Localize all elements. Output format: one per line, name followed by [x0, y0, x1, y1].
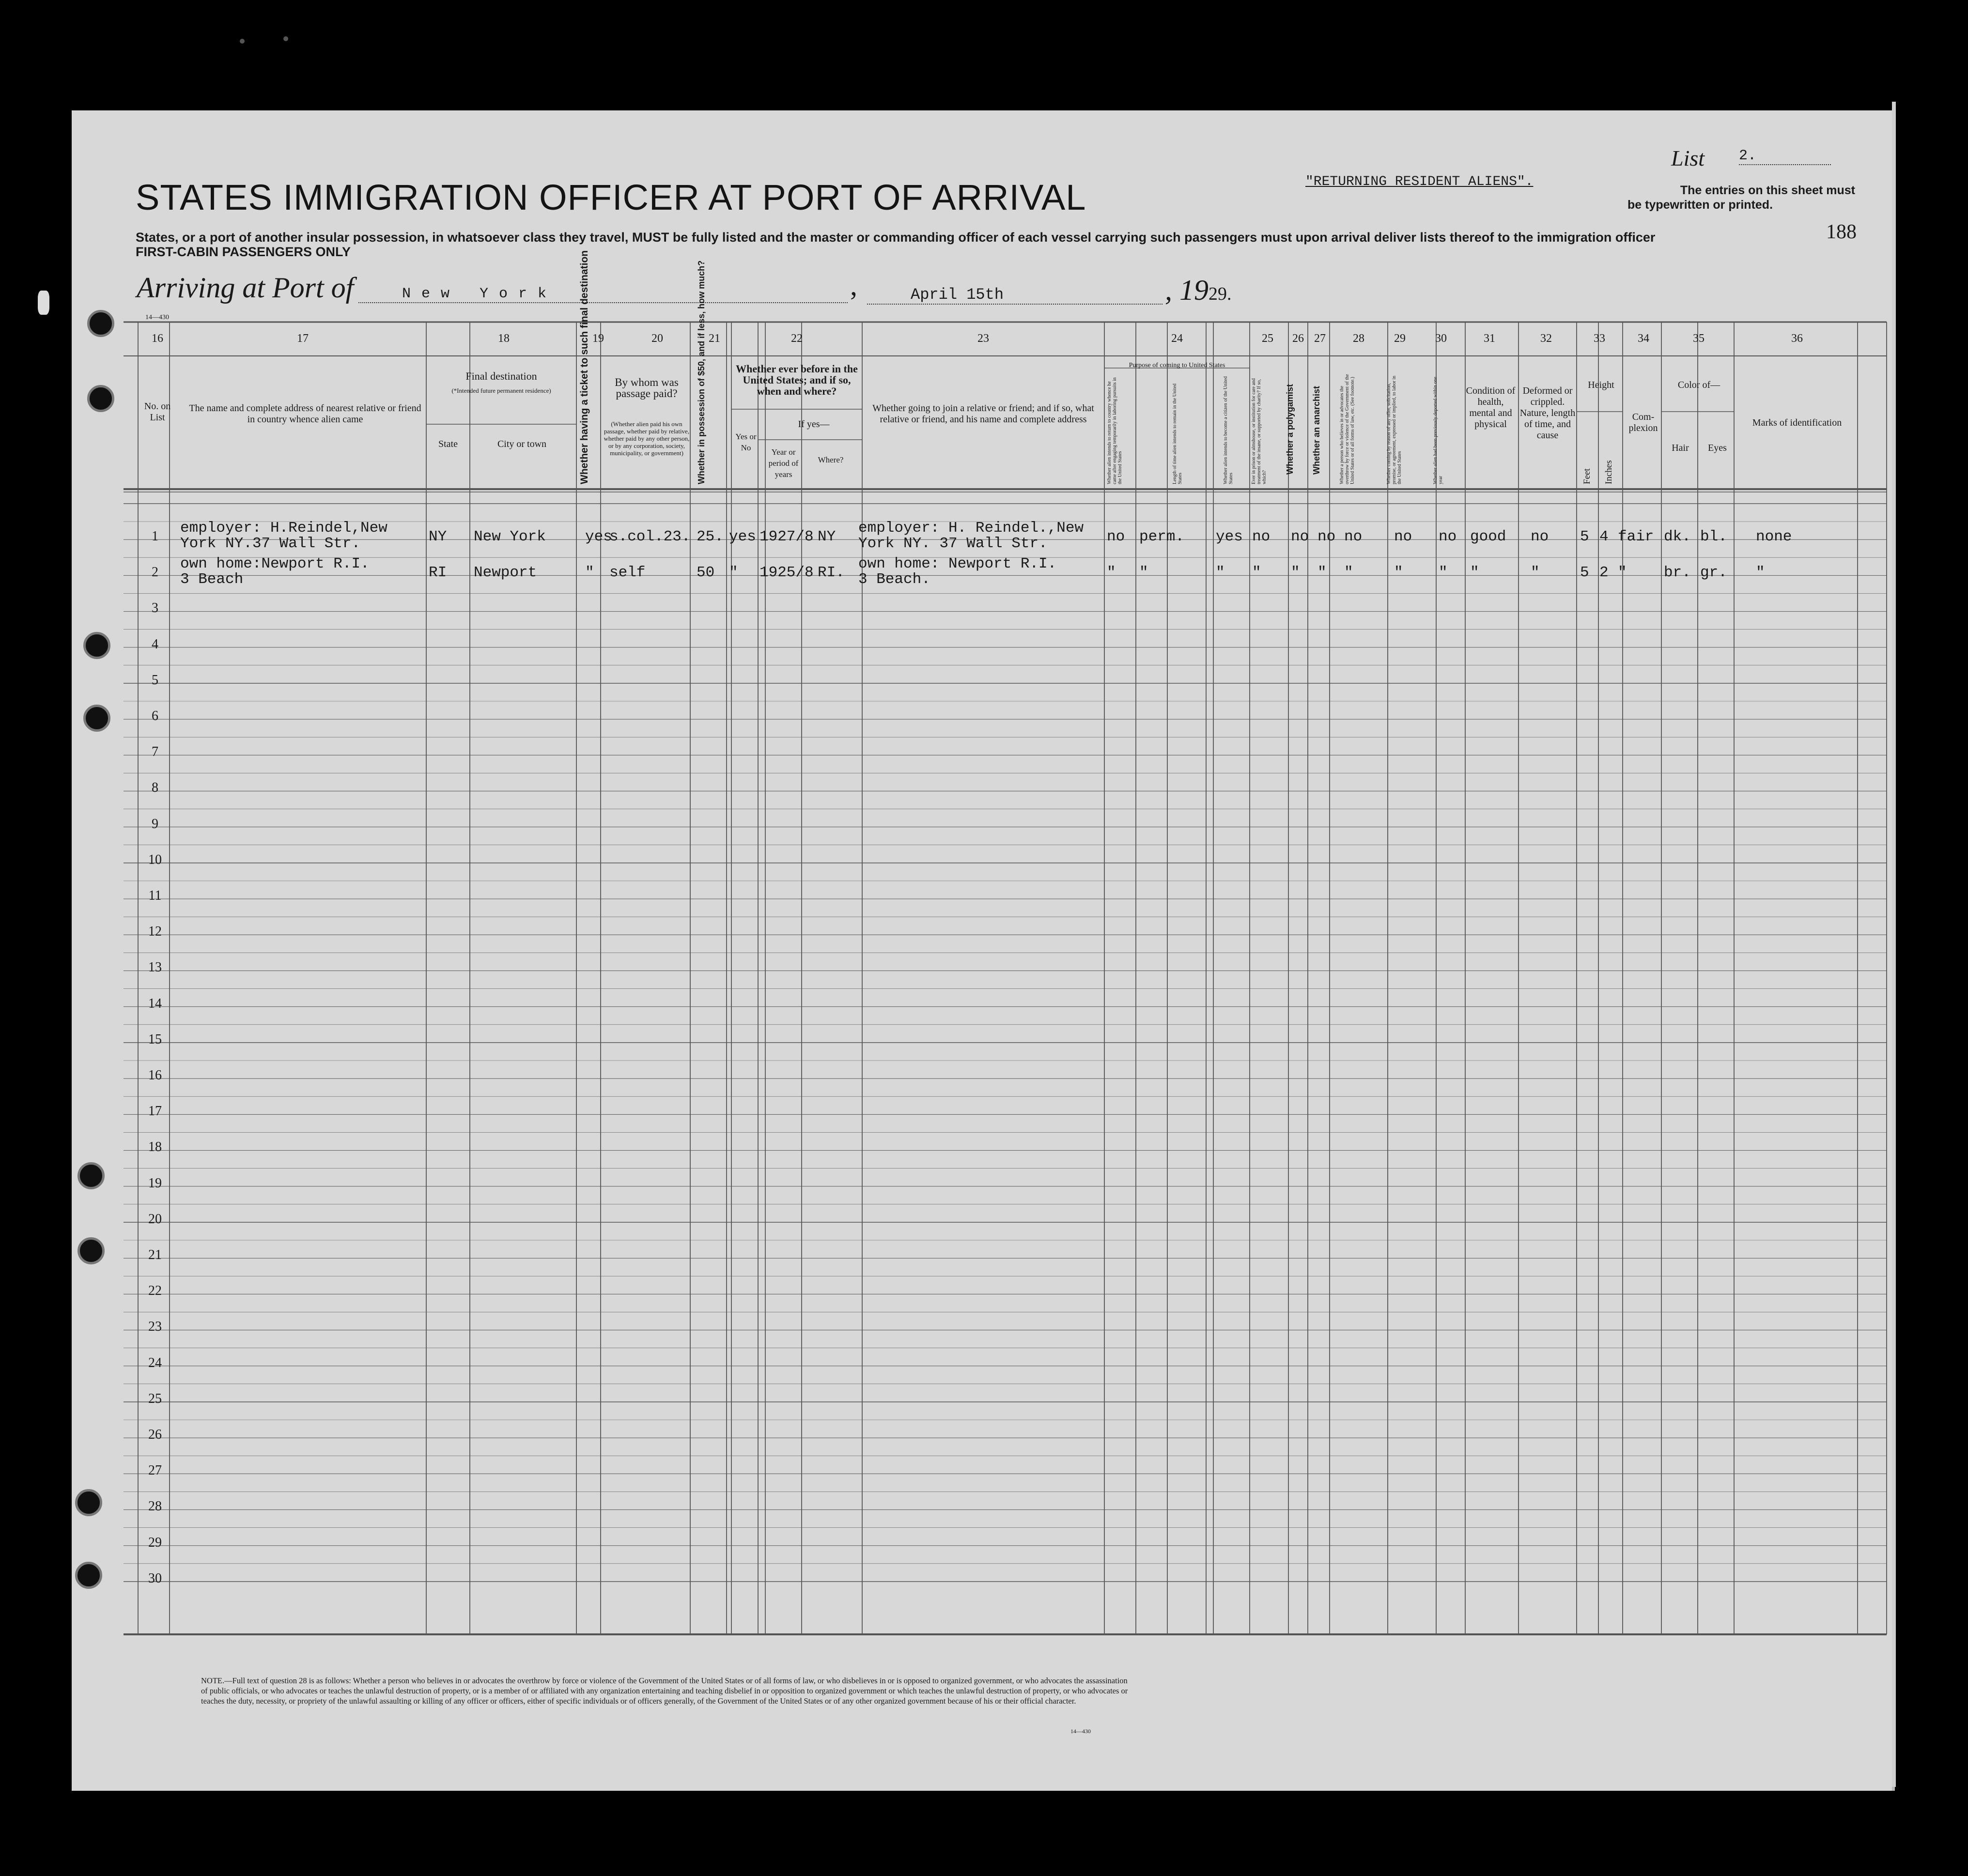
header-inches-text: Inches — [1604, 460, 1614, 484]
cell-polygamist: no — [1291, 528, 1309, 545]
header-q29-text: Whether coming by reason of any offer, solicitation, promise, or agreement, expressed or implied, to labor in the United States — [1386, 375, 1402, 484]
list-number: 2. — [1739, 148, 1831, 165]
returning-resident-stamp: "RETURNING RESIDENT ALIENS". — [1305, 174, 1534, 189]
column-number: 24 — [1171, 332, 1183, 345]
row-number: 1 — [152, 529, 158, 544]
column-number: 21 — [709, 332, 720, 345]
row-number: 7 — [152, 744, 158, 760]
header-prison — [1251, 373, 1267, 484]
cell-prison: " — [1252, 564, 1261, 582]
header-complexion: Com- plexion — [1628, 412, 1658, 433]
cell-q28: no — [1344, 528, 1363, 545]
column-number: 19 — [592, 332, 604, 345]
header-color-of: Color of— — [1677, 380, 1720, 390]
header-final-destination-note: (*Intended future permanent residence) — [451, 387, 551, 394]
header-eyes: Eyes — [1708, 443, 1727, 453]
row-number: 4 — [152, 636, 158, 652]
cell-city: Newport — [474, 564, 537, 582]
cell-before: " — [729, 564, 738, 582]
header-state: State — [438, 439, 458, 449]
row-number: 11 — [148, 888, 162, 903]
row-number: 8 — [152, 780, 158, 796]
cell-where: NY — [818, 528, 836, 545]
header-polygamist — [1286, 384, 1294, 475]
cell-ticket: " — [585, 564, 594, 582]
row-number: 25 — [148, 1391, 162, 1406]
cell-q28: " — [1344, 564, 1353, 582]
form-title: STATES IMMIGRATION OFFICER AT PORT OF ARRIVAL — [136, 177, 1086, 217]
cell-marks: " — [1756, 564, 1765, 582]
row-number: 15 — [148, 1031, 162, 1047]
cell-year: 1927/8 — [759, 528, 814, 545]
cell-join-1: own home: Newport R.I. — [858, 555, 1057, 573]
cell-p-length: " — [1139, 564, 1148, 582]
row-number: 16 — [148, 1068, 162, 1083]
row-number: 30 — [148, 1570, 162, 1586]
column-number: 30 — [1435, 332, 1447, 345]
header-hair: Hair — [1672, 443, 1689, 453]
row-number: 27 — [148, 1463, 162, 1478]
header-join-relative: Whether going to join a relative or friend; and if so, what relative or friend, and his name and complete address — [872, 403, 1094, 425]
year-prefix: 19 — [1179, 274, 1209, 306]
cell-health: " — [1470, 564, 1479, 582]
column-number: 32 — [1540, 332, 1552, 345]
arriving-label: Arriving at Port of — [137, 272, 354, 304]
cell-p-return: no — [1107, 528, 1125, 545]
header-anarchist-text: Whether an anarchist — [1312, 385, 1321, 475]
list-label: List — [1671, 146, 1705, 170]
header-purpose-return — [1107, 373, 1123, 484]
header-ticket-text: Whether having a ticket to such final destination — [579, 250, 590, 484]
header-inches — [1605, 460, 1613, 484]
header-polygamist-text: Whether a polygamist — [1285, 384, 1295, 475]
row-number: 13 — [148, 960, 162, 975]
form-number-bottom: 14—430 — [1070, 1728, 1091, 1735]
column-number: 29 — [1394, 332, 1406, 345]
row-number: 18 — [148, 1139, 162, 1155]
header-q28-text: Whether a person who believes in or advocates the overthrow by force or violence of the Government of the United States or of all forms of law, etc. (See footnote.) — [1339, 374, 1355, 484]
column-number: 17 — [297, 332, 309, 345]
cell-q30: " — [1439, 564, 1448, 582]
cell-q30: no — [1439, 528, 1457, 545]
header-possession-text: Whether in possession of $50, and if less, how much? — [697, 260, 706, 484]
column-number: 23 — [977, 332, 989, 345]
row-number: 2 — [152, 565, 158, 580]
column-number: 26 — [1292, 332, 1304, 345]
row-number: 28 — [148, 1499, 162, 1514]
cell-p-citizen: " — [1216, 564, 1225, 582]
cell-complexion: fair — [1618, 528, 1654, 545]
header-final-destination: Final destination — [465, 370, 537, 382]
cell-hair: br. — [1664, 564, 1691, 582]
row-number: 20 — [148, 1211, 162, 1227]
entries-note-line: The entries on this sheet must — [1680, 184, 1855, 197]
cell-anarchist: no — [1317, 528, 1336, 545]
header-feet-text: Feet — [1582, 468, 1592, 484]
column-number: 27 — [1314, 332, 1326, 345]
row-number: 17 — [148, 1104, 162, 1119]
header-passage-paid: By whom was passage paid? — [615, 376, 679, 400]
cell-deformed: no — [1531, 528, 1549, 545]
column-number: 16 — [152, 332, 163, 345]
cell-where: RI. — [818, 564, 845, 582]
cell-feet: 5 — [1580, 564, 1589, 582]
header-possession-50 — [697, 261, 706, 484]
cell-inches: 4 — [1599, 528, 1609, 545]
cell-money: 50 — [697, 564, 715, 582]
cell-p-length: perm. — [1139, 528, 1185, 545]
header-q30 — [1433, 373, 1443, 484]
column-number: 22 — [791, 332, 803, 345]
row-number: 3 — [152, 600, 158, 616]
cell-money: 25. — [697, 528, 724, 545]
header-anarchist — [1313, 386, 1321, 475]
cell-p-return: " — [1107, 564, 1116, 582]
form-number-top: 14—430 — [145, 314, 169, 321]
cell-q29: " — [1394, 564, 1403, 582]
cell-q29: no — [1394, 528, 1412, 545]
row-number: 29 — [148, 1535, 162, 1550]
cell-city: New York — [474, 528, 546, 545]
column-number: 35 — [1693, 332, 1705, 345]
cell-ticket: yes — [585, 528, 612, 545]
row-number: 9 — [152, 816, 158, 831]
header-nearest-relative: The name and complete address of nearest relative or friend in country whence alien came — [189, 403, 421, 425]
cell-anarchist: " — [1317, 564, 1327, 582]
header-purpose: Purpose of coming to United States — [1129, 362, 1225, 369]
cell-inches: 2 — [1599, 564, 1609, 582]
header-health: Condition of health, mental and physical — [1466, 385, 1516, 430]
header-deformed: Deformed or crippled. Nature, length of time, and cause — [1519, 385, 1576, 441]
cell-join-1: employer: H. Reindel.,New — [858, 520, 1084, 537]
arrival-year: , 1929. — [1165, 274, 1232, 306]
row-number: 23 — [148, 1319, 162, 1335]
page-number: 188 — [1826, 221, 1857, 243]
row-number: 22 — [148, 1283, 162, 1299]
entries-note-line: be typewritten or printed. — [1627, 198, 1773, 212]
header-ticket — [580, 250, 589, 484]
cell-eyes: gr. — [1700, 564, 1727, 582]
header-purpose-length — [1172, 373, 1183, 484]
cell-prison: no — [1252, 528, 1271, 545]
footnote-q28: NOTE.—Full text of question 28 is as follows: Whether a person who believes in or advocates the overthrow by force or violence of the Government of the United States or of all forms of law, or who disbelieves in or is opposed to organized government, or who advocates the assassination of public officials, or who advocates or teaches the unlawful destruction of property, or is a member of or affiliated with any organization entertaining and teaching disbelief in or opposition to organized government or which teaches the unlawful destruction of property, or who advocates or teaches the duty, necessity, or propriety of the unlawful assaulting or killing of any officer or officers, either of specific individuals or of officers generally, of the Government of the United States or of any other organized government because of his or their official character. — [201, 1676, 1128, 1706]
cell-marks: none — [1756, 528, 1792, 545]
cell-year: 1925/8 — [759, 564, 814, 582]
cell-relative-1: own home:Newport R.I. — [180, 555, 370, 573]
header-purpose-return-text: Whether alien intends to return to country whence he came after engaging temporarily in laboring pursuits in the United States — [1107, 377, 1123, 484]
column-number: 36 — [1791, 332, 1803, 345]
header-purpose-length-text: Length of time alien intends to remain in the United States — [1172, 383, 1183, 484]
header-purpose-citizen-text: Whether alien intends to become a citizen of the United States — [1223, 376, 1234, 484]
header-feet — [1583, 468, 1591, 484]
column-number: 31 — [1484, 332, 1495, 345]
row-number: 26 — [148, 1427, 162, 1442]
cell-before: yes — [729, 528, 756, 545]
header-where: Where? — [818, 455, 844, 464]
comma-separator: , — [850, 269, 857, 301]
form-subtitle: States, or a port of another insular possession, in whatsoever class they travel, MUST be fully listed and the master or commanding officer of each vessel carrying such passengers must upon arrival deliver lists thereof to the immigration officer — [136, 230, 1656, 245]
header-height: Height — [1588, 380, 1614, 390]
cell-hair: dk. — [1664, 528, 1691, 545]
header-prison-text: Ever in prison or almshouse, or institution for care and treatment of the insane, or supported by charity? If so, which? — [1251, 378, 1267, 484]
cell-state: NY — [429, 528, 447, 545]
header-purpose-citizen — [1223, 373, 1234, 484]
passenger-class: FIRST-CABIN PASSENGERS ONLY — [136, 245, 351, 259]
row-number: 24 — [148, 1355, 162, 1370]
cell-paid: s.col.23. — [609, 528, 691, 545]
row-number: 19 — [148, 1175, 162, 1191]
cell-polygamist: " — [1291, 564, 1300, 582]
row-number: 14 — [148, 996, 162, 1011]
cell-join-2: York NY. 37 Wall Str. — [858, 535, 1048, 552]
row-number: 12 — [148, 924, 162, 939]
header-ever-before: Whether ever before in the United States; and if so, when and where? — [736, 363, 858, 397]
cell-eyes: bl. — [1700, 528, 1727, 545]
header-q29 — [1386, 373, 1402, 484]
column-number: 25 — [1262, 332, 1273, 345]
header-marks: Marks of identification — [1752, 417, 1842, 428]
column-number: 33 — [1594, 332, 1605, 345]
cell-health: good — [1470, 528, 1506, 545]
arrival-date: April 15th — [867, 286, 1162, 305]
cell-join-2: 3 Beach. — [858, 571, 930, 588]
header-passage-paid-note: (Whether alien paid his own passage, whether paid by relative, whether paid by any other person, or by any corporation, society, municipality, or government) — [604, 420, 690, 457]
header-no-on-list: No. on List — [144, 401, 171, 423]
column-number: 20 — [651, 332, 663, 345]
cell-relative-1: employer: H.Reindel,New — [180, 520, 387, 537]
cell-relative-2: York NY.37 Wall Str. — [180, 535, 361, 552]
header-year-period: Year or period of years — [768, 447, 799, 479]
row-number: 21 — [148, 1247, 162, 1262]
arrival-port: New York — [358, 286, 848, 303]
cell-p-citizen: yes — [1216, 528, 1243, 545]
header-city: City or town — [497, 439, 547, 449]
column-number: 28 — [1353, 332, 1364, 345]
header-q30-text: Whether alien had been previously deported within one year — [1433, 377, 1443, 484]
header-yes-no: Yes or No — [735, 432, 757, 452]
cell-state: RI — [429, 564, 447, 582]
cell-feet: 5 — [1580, 528, 1589, 545]
cell-complexion: " — [1618, 564, 1627, 582]
cell-paid: self — [609, 564, 646, 582]
column-number: 34 — [1638, 332, 1649, 345]
cell-deformed: " — [1531, 564, 1540, 582]
year-suffix: 29. — [1209, 284, 1232, 304]
cell-relative-2: 3 Beach — [180, 571, 244, 588]
row-number: 10 — [148, 852, 162, 867]
row-number: 6 — [152, 708, 158, 723]
column-number: 18 — [498, 332, 510, 345]
header-q28 — [1339, 373, 1355, 484]
row-number: 5 — [152, 672, 158, 688]
header-if-yes: If yes— — [798, 419, 830, 430]
